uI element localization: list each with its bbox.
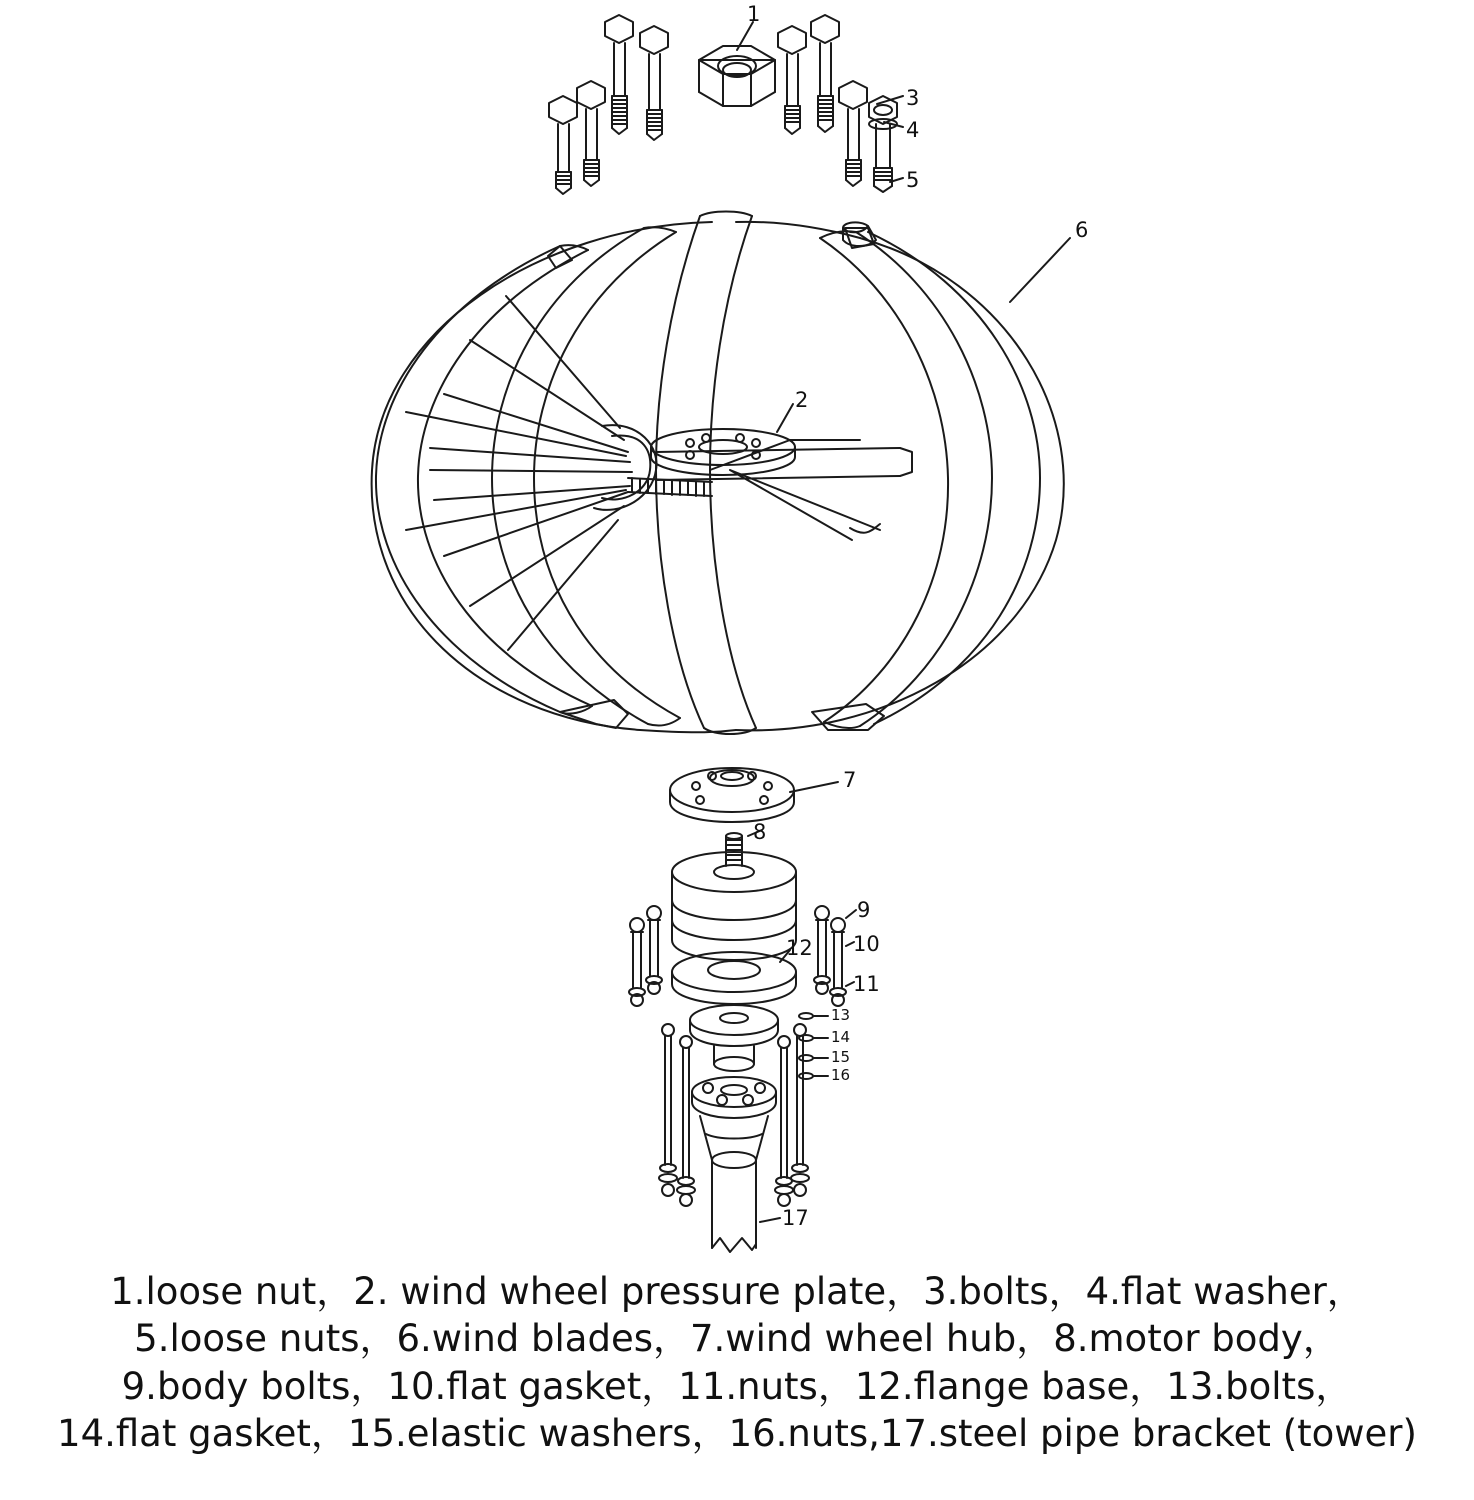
part-tower-bolts [659,1013,828,1206]
part-wind-wheel-hub [670,768,838,822]
part-motor-body [672,830,796,960]
leader-9 [846,910,856,918]
callout-4: 4 [906,118,920,142]
callout-7: 7 [843,768,857,792]
leader-6 [1010,238,1070,302]
callout-13: 13 [831,1006,851,1024]
leader-2 [777,404,793,432]
part-bolts-left [549,15,668,194]
part-coupling-flange [690,1005,778,1071]
callout-1: 1 [747,2,761,26]
callout-12: 12 [786,936,813,960]
part-loose-nut [699,46,775,106]
part-wind-blades [372,212,1064,735]
callout-15: 15 [831,1048,851,1066]
callout-8: 8 [753,820,767,844]
leader-7 [790,782,838,792]
legend-line-3: 9.body bolts，10.flat gasket，11.nuts，12.flange base，13.bolts， [121,1364,1353,1408]
callout-3: 3 [906,86,920,110]
callout-16: 16 [831,1066,851,1084]
callout-2: 2 [795,388,809,412]
callout-10: 10 [853,932,880,956]
legend-line-1: 1.loose nut，2. wind wheel pressure plate，3.bolts，4.flat washer， [110,1270,1364,1313]
callout-9: 9 [857,898,871,922]
legend-line-2: 5.loose nuts，6.wind blades，7.wind wheel hub，8.motor body， [134,1317,1340,1361]
callout-5: 5 [906,168,920,192]
callout-11: 11 [853,972,880,996]
callout-17: 17 [782,1206,809,1230]
part-flange-base [672,950,796,1004]
part-steel-pipe-bracket [692,1077,780,1252]
parts-legend [0,1268,1474,1457]
callout-6: 6 [1075,218,1089,242]
part-wind-wheel-pressure-plate [651,404,795,475]
leader-17 [760,1218,780,1222]
callout-14: 14 [831,1028,851,1046]
legend-line-4: 14.flat gasket，15.elastic washers，16.nuts,17.steel pipe bracket (tower) [57,1412,1417,1456]
